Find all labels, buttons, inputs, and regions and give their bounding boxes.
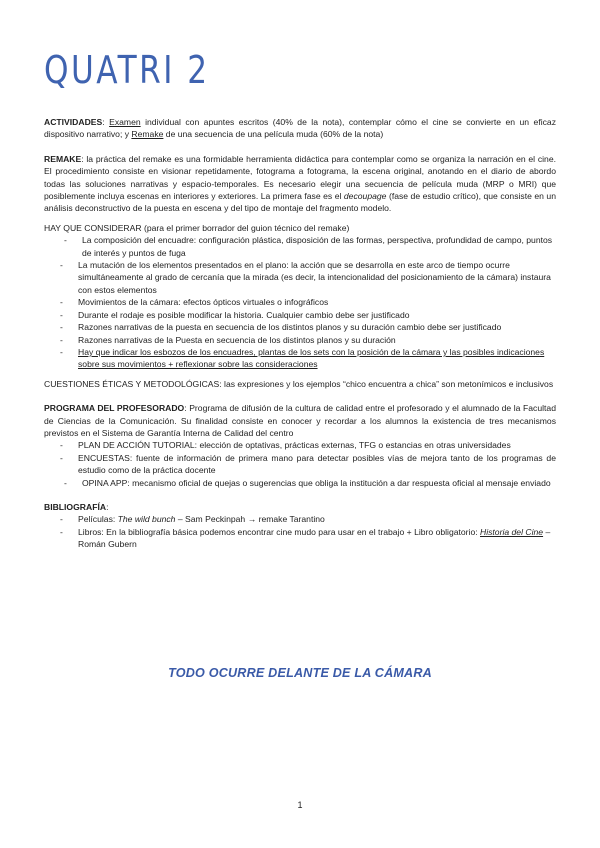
- considerar-underlined-item: Hay que indicar los esbozos de los encuadres, plantas de los sets con la posición de la cámara y las posibles indicaciones sobre sus movimientos + reflexionar sobre las consideraciones: [78, 346, 545, 370]
- bibliografia-list: [44, 513, 556, 550]
- list-item: - Razones narrativas de la Puesta en secuencia de los distintos planos y su duración: [44, 334, 556, 346]
- list-item: - ENCUESTAS: fuente de información de primera mano para detectar posibles vías de mejora tanto de los programas de estudio como de la práctica docente: [44, 452, 556, 477]
- remake-link: Remake: [131, 129, 164, 140]
- list-item: - La composición del encuadre: configuración plástica, disposición de las formas, perspectiva, profundidad de campo, puntos de interés y puntos de fuga: [44, 234, 556, 259]
- list-item: - Durante el rodaje es posible modificar la historia. Cualquier cambio debe ser justificado: [44, 309, 556, 321]
- film-title: The wild bunch: [117, 514, 176, 525]
- actividades-label: ACTIVIDADES: [44, 117, 103, 127]
- actividades-paragraph: [44, 116, 556, 141]
- remake-label: REMAKE: [44, 153, 82, 164]
- bibliografia-heading: [44, 501, 556, 513]
- actividades-text-1: individual con apuntes escritos (40% de la nota), contemplar cómo el cine se convierte en un eficaz dispositivo narrativo; y: [44, 117, 556, 140]
- remake-paragraph: [44, 153, 556, 215]
- slogan-heading: TODO OCURRE DELANTE DE LA CÁMARA: [168, 666, 432, 680]
- cuestiones-paragraph: CUESTIONES ÉTICAS Y METODOLÓGICAS: las expresiones y los ejemplos “chico encuentra a chica” son metonímicos e inclusivos: [44, 378, 554, 389]
- considerar-list: [44, 234, 556, 370]
- list-item: - Razones narrativas de la puesta en secuencia de los distintos planos y su duración cambio debe ser justificado: [44, 321, 556, 333]
- document-body: [44, 116, 556, 551]
- list-item: - Movimientos de la cámara: efectos ópticos virtuales o infográficos: [44, 296, 556, 308]
- programa-list: [44, 439, 556, 489]
- libros-prefix: Libros: En la bibliografía básica podemos encontrar cine mudo para usar en el trabajo + Libro obligatorio:: [78, 526, 480, 537]
- actividades-text-2: de una secuencia de una película muda (60% de la nota): [163, 129, 384, 140]
- list-item: [44, 526, 556, 551]
- list-item: - OPINA APP: mecanismo oficial de quejas o sugerencias que obliga la institución a dar respuesta oficial al mensaje enviado: [44, 477, 556, 489]
- remake-text-2: (fase de estudio crítico), que consiste en un análisis deconstructivo de la puesta en escena y del tipo de montaje del fragmento modelo.: [44, 191, 556, 214]
- page-title: QUATRI 2: [44, 48, 210, 92]
- examen-link: Examen: [109, 117, 141, 127]
- list-item: - PLAN DE ACCIÓN TUTORIAL: elección de optativas, prácticas externas, TFG o estancias en otras universidades: [44, 439, 556, 451]
- programa-label: PROGRAMA DEL PROFESORADO: [44, 403, 185, 414]
- programa-text: : Programa de difusión de la cultura de calidad entre el profesorado y el alumnado de la Facultad de Ciencias de la Comunicación. Su finalidad consiste en conocer y recordar a los alumnos la existencia de tres mecanismos previstos en el Sistema de Garantía Interna de Calidad del centro: [44, 403, 556, 438]
- considerar-heading: HAY QUE CONSIDERAR (para el primer borrador del guion técnico del remake): [44, 222, 350, 233]
- peliculas-prefix: Películas:: [78, 514, 118, 525]
- list-item: - La mutación de los elementos presentados en el plano: la acción que se desarrolla en este arco de tiempo ocurre simultáneamente al grado de cercanía que la mirada (es decir, la intencionalidad del posicionamiento de la cámara) instaura con estos elementos: [44, 259, 556, 296]
- remake-text-1: : la práctica del remake es una formidable herramienta didáctica para contemplar como se organiza la narración en el cine. El procedimiento consiste en visionar repetidamente, fotograma a fotograma, la escena original, anotando en el diario de abordo todas las soluciones narrativas y espacio-temporales. Es necesario elegir una secuencia de película muda (MRP o MRI) que posiblemente incluya escenas en interiores y exteriores. La primera fase es el: [44, 153, 556, 202]
- bibliografia-label: BIBLIOGRAFÍA: [44, 501, 107, 512]
- list-item: [44, 513, 556, 525]
- libros-suffix: – Román Gubern: [78, 526, 551, 550]
- decoupage-term: decoupage: [343, 191, 387, 202]
- page-number: 1: [297, 800, 303, 810]
- programa-paragraph: [44, 402, 556, 439]
- peliculas-suffix: – Sam Peckinpah → remake Tarantino: [175, 514, 325, 525]
- bibliografia-colon: :: [106, 501, 109, 512]
- list-item: [44, 346, 556, 371]
- actividades-separator: :: [102, 117, 110, 127]
- book-title: Historia del Cine: [480, 526, 544, 537]
